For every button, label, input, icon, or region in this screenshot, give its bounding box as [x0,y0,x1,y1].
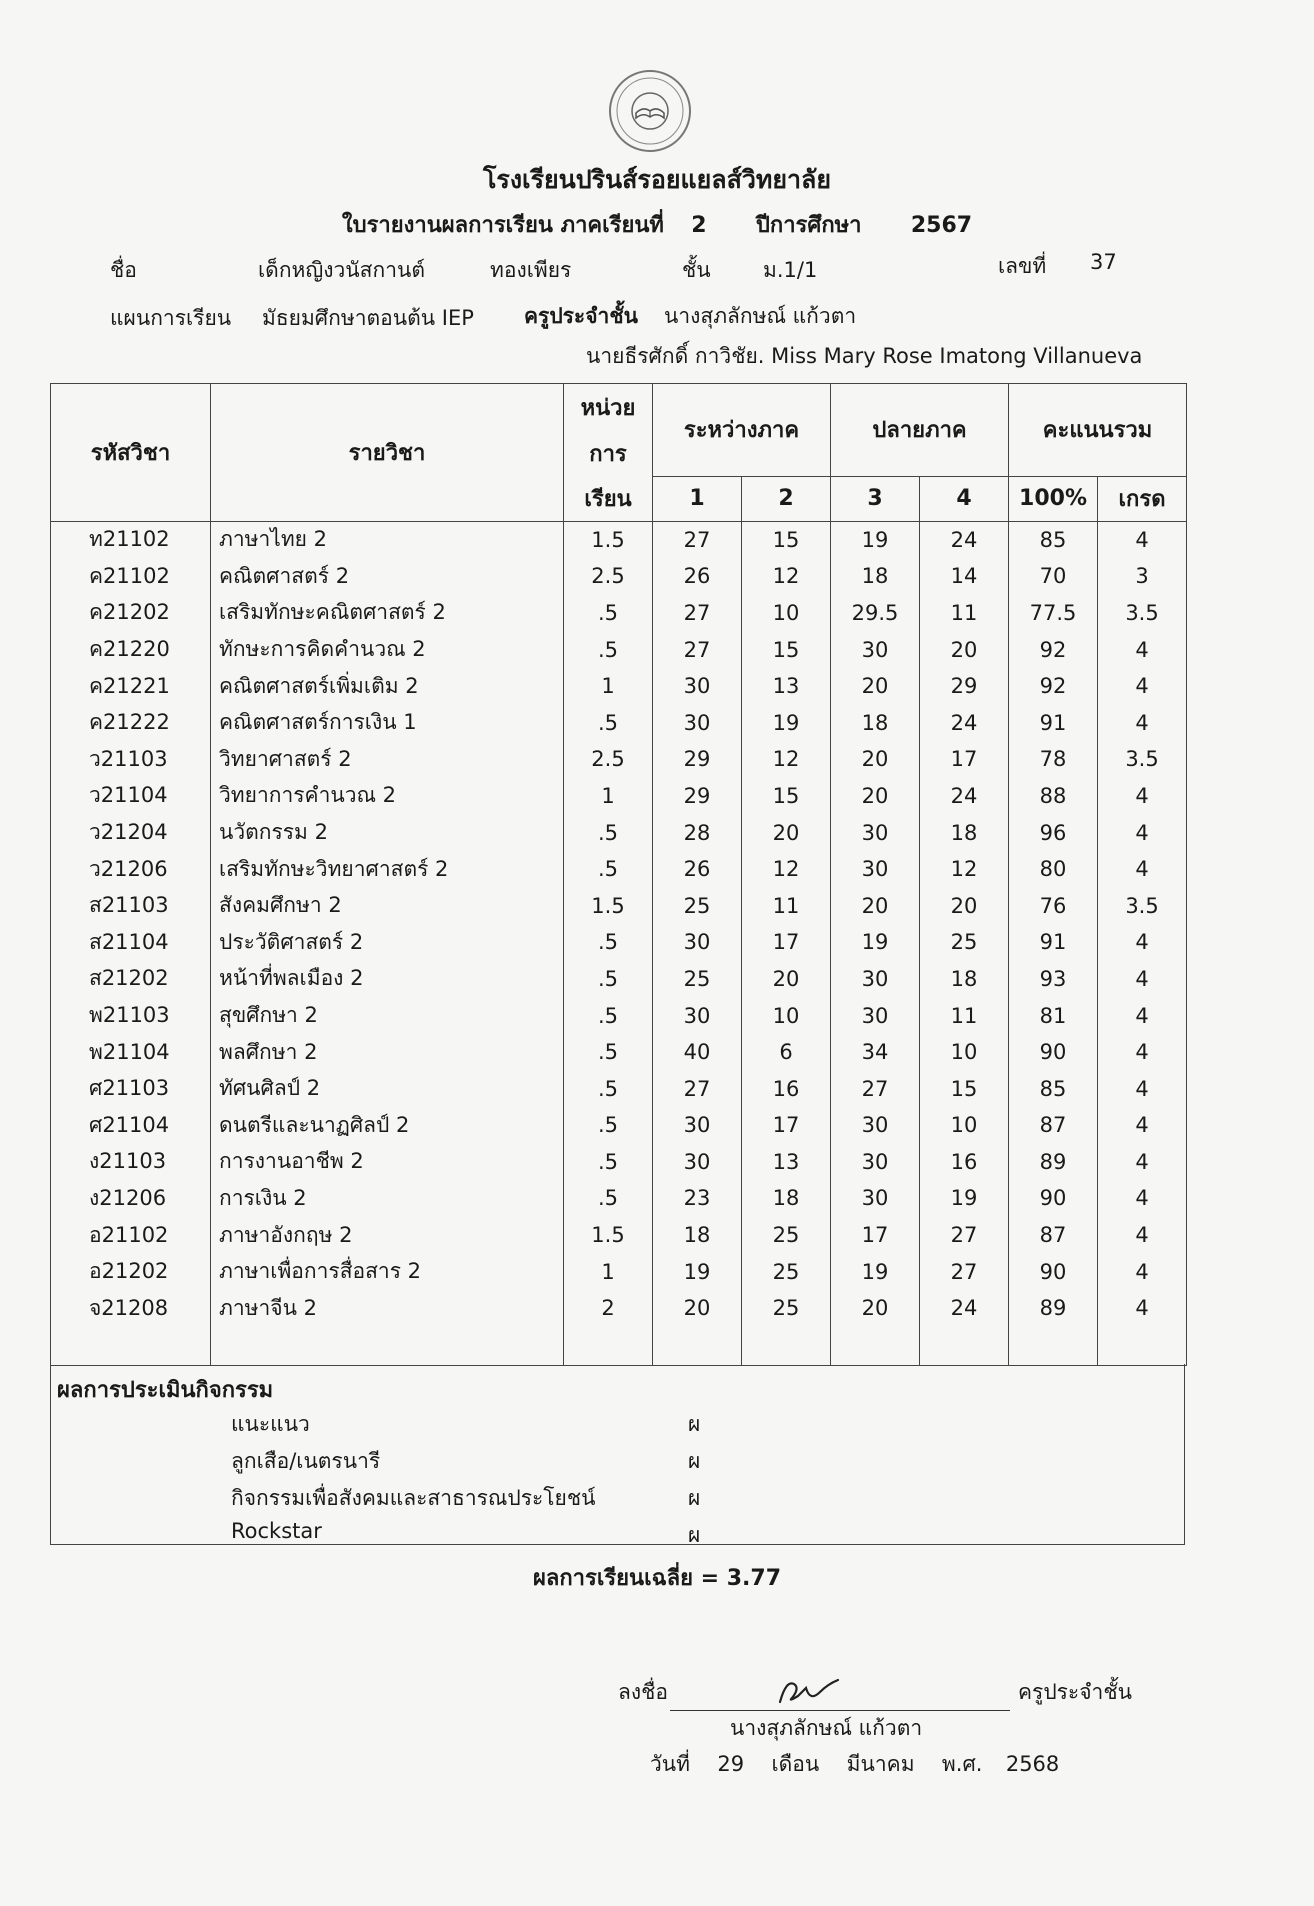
header-credit-line2: การ [564,430,653,476]
score-3: 30 [831,851,920,888]
grade-value: 4 [1098,1070,1187,1107]
program-label: แผนการเรียน [110,306,232,330]
score-3: 30 [831,961,920,998]
score-2: 25 [742,1217,831,1254]
subject-code: ง21103 [51,1144,211,1181]
grade-value: 4 [1098,1144,1187,1181]
table-spacer-row [51,1327,1187,1366]
score-2: 13 [742,668,831,705]
activity-result: ผ [688,1449,701,1473]
score-2: 10 [742,997,831,1034]
credit-units: 1.5 [564,887,653,924]
total-score: 93 [1009,961,1098,998]
signer-name: นางสุภลักษณ์ แก้วตา [730,1716,923,1740]
subject-name: ภาษาไทย 2 [211,521,564,558]
table-row [51,887,1187,924]
score-4: 10 [920,1034,1009,1071]
score-1: 30 [653,668,742,705]
grade-value: 4 [1098,521,1187,558]
score-2: 11 [742,887,831,924]
grade-value: 4 [1098,668,1187,705]
score-3: 18 [831,704,920,741]
score-2: 17 [742,1107,831,1144]
subject-code: พ21104 [51,1034,211,1071]
subject-code: จ21208 [51,1290,211,1327]
credit-units: 1.5 [564,521,653,558]
score-3: 30 [831,997,920,1034]
score-4: 20 [920,887,1009,924]
grade-value: 4 [1098,1107,1187,1144]
score-3: 20 [831,668,920,705]
table-row [51,1034,1187,1071]
empty-cell [1009,1327,1098,1366]
score-4: 19 [920,1180,1009,1217]
name-label: ชื่อ [110,258,137,282]
homeroom-teacher-label: ครูประจำชั้น [524,304,638,328]
empty-cell [1098,1327,1187,1366]
header-col-1: 1 [653,476,742,521]
subject-name: ภาษาเพื่อการสื่อสาร 2 [211,1253,564,1290]
signature-mark [772,1662,852,1712]
table-row [51,1180,1187,1217]
activities-section [50,1364,1185,1545]
score-4: 11 [920,997,1009,1034]
score-3: 30 [831,1180,920,1217]
grade-value: 4 [1098,851,1187,888]
header-code: รหัสวิชา [51,384,211,522]
school-seal-logo [605,66,695,156]
credit-units: 1 [564,778,653,815]
score-2: 20 [742,961,831,998]
table-row [51,997,1187,1034]
score-2: 12 [742,741,831,778]
table-row [51,741,1187,778]
empty-cell [564,1327,653,1366]
subject-name: ทัศนศิลป์ 2 [211,1070,564,1107]
date-line [650,1748,1059,1781]
score-3: 20 [831,887,920,924]
subject-code: ค21102 [51,558,211,595]
report-title-text: ใบรายงานผลการเรียน ภาคเรียนที่ [341,213,664,238]
table-row [51,814,1187,851]
credit-units: .5 [564,1144,653,1181]
total-score: 89 [1009,1144,1098,1181]
empty-cell [742,1327,831,1366]
subject-code: ค21202 [51,595,211,632]
score-4: 20 [920,631,1009,668]
subject-code: ส21202 [51,961,211,998]
header-col-4: 4 [920,476,1009,521]
score-4: 25 [920,924,1009,961]
table-row [51,1107,1187,1144]
credit-units: .5 [564,1107,653,1144]
credit-units: 1.5 [564,1217,653,1254]
score-3: 17 [831,1217,920,1254]
grade-value: 4 [1098,1217,1187,1254]
credit-units: .5 [564,1180,653,1217]
total-score: 91 [1009,924,1098,961]
empty-cell [920,1327,1009,1366]
grade-value: 4 [1098,1290,1187,1327]
total-score: 81 [1009,997,1098,1034]
score-2: 12 [742,558,831,595]
subject-name: คณิตศาสตร์การเงิน 1 [211,704,564,741]
grade-value: 4 [1098,631,1187,668]
score-1: 25 [653,887,742,924]
total-score: 76 [1009,887,1098,924]
header-final: ปลายภาค [831,384,1009,477]
student-last-name: ทองเพียร [490,258,572,282]
grade-value: 4 [1098,961,1187,998]
score-3: 20 [831,1290,920,1327]
co-teachers: นายธีรศักดิ์ กาวิชัย. Miss Mary Rose Imatong Villanueva [586,344,1143,368]
score-2: 19 [742,704,831,741]
grade-value: 4 [1098,1034,1187,1071]
score-3: 27 [831,1070,920,1107]
year-value: 2567 [910,213,973,238]
header-col-2: 2 [742,476,831,521]
empty-cell [51,1327,211,1366]
activity-name: Rockstar [231,1519,322,1543]
score-1: 27 [653,595,742,632]
subject-name: พลศึกษา 2 [211,1034,564,1071]
total-score: 87 [1009,1217,1098,1254]
score-3: 30 [831,631,920,668]
table-row [51,1290,1187,1327]
credit-units: .5 [564,704,653,741]
score-4: 27 [920,1253,1009,1290]
score-4: 12 [920,851,1009,888]
header-midterm: ระหว่างภาค [653,384,831,477]
score-3: 29.5 [831,595,920,632]
credit-units: .5 [564,1034,653,1071]
header-subject: รายวิชา [211,384,564,522]
score-1: 27 [653,631,742,668]
credit-units: 2.5 [564,741,653,778]
program-value: มัธยมศึกษาตอนต้น IEP [262,306,474,330]
subject-code: ศ21103 [51,1070,211,1107]
header-col-3: 3 [831,476,920,521]
semester-value: 2 [691,213,707,238]
subject-code: ว21204 [51,814,211,851]
subject-code: ค21222 [51,704,211,741]
grade-value: 3.5 [1098,741,1187,778]
total-score: 90 [1009,1034,1098,1071]
total-score: 70 [1009,558,1098,595]
grades-body [51,521,1187,1365]
year-label: ปีการศึกษา [755,213,862,238]
total-score: 88 [1009,778,1098,815]
date-month-label: เดือน [771,1752,820,1776]
score-1: 28 [653,814,742,851]
credit-units: .5 [564,1070,653,1107]
table-row [51,778,1187,815]
subject-code: ว21103 [51,741,211,778]
activity-name: แนะแนว [231,1412,310,1436]
signer-role: ครูประจำชั้น [1018,1680,1132,1704]
subject-code: อ21202 [51,1253,211,1290]
empty-cell [831,1327,920,1366]
class-label: ชั้น [682,258,711,282]
subject-code: ค21221 [51,668,211,705]
total-score: 92 [1009,631,1098,668]
number-label: เลขที่ [998,254,1047,278]
score-2: 17 [742,924,831,961]
score-1: 20 [653,1290,742,1327]
score-2: 12 [742,851,831,888]
score-1: 23 [653,1180,742,1217]
report-title [0,207,1314,242]
score-1: 40 [653,1034,742,1071]
score-3: 18 [831,558,920,595]
score-2: 6 [742,1034,831,1071]
credit-units: 2.5 [564,558,653,595]
grade-value: 4 [1098,1253,1187,1290]
score-1: 30 [653,1144,742,1181]
grade-value: 4 [1098,704,1187,741]
score-3: 30 [831,814,920,851]
activity-name: ลูกเสือ/เนตรนารี [231,1449,381,1473]
total-score: 78 [1009,741,1098,778]
subject-code: ง21206 [51,1180,211,1217]
credit-units: .5 [564,924,653,961]
score-2: 15 [742,521,831,558]
score-4: 15 [920,1070,1009,1107]
header-total: คะแนนรวม [1009,384,1187,477]
score-1: 27 [653,521,742,558]
table-row [51,704,1187,741]
empty-cell [211,1327,564,1366]
subject-code: ส21104 [51,924,211,961]
subject-code: ว21206 [51,851,211,888]
table-row [51,1253,1187,1290]
score-3: 20 [831,741,920,778]
subject-name: การเงิน 2 [211,1180,564,1217]
score-1: 26 [653,558,742,595]
date-day-label: วันที่ [650,1752,690,1776]
subject-name: หน้าที่พลเมือง 2 [211,961,564,998]
score-4: 10 [920,1107,1009,1144]
score-4: 24 [920,778,1009,815]
table-row [51,851,1187,888]
activity-name: กิจกรรมเพื่อสังคมและสาธารณประโยชน์ [231,1486,596,1510]
score-3: 19 [831,1253,920,1290]
student-first-name: เด็กหญิงวนัสกานต์ [258,258,425,282]
score-1: 30 [653,924,742,961]
subject-name: สังคมศึกษา 2 [211,887,564,924]
score-4: 18 [920,814,1009,851]
grade-value: 4 [1098,924,1187,961]
subject-name: วิทยาศาสตร์ 2 [211,741,564,778]
subject-code: ว21104 [51,778,211,815]
score-1: 27 [653,1070,742,1107]
table-row [51,521,1187,558]
homeroom-teacher-name: นางสุภลักษณ์ แก้วตา [664,304,857,328]
score-2: 15 [742,631,831,668]
activity-result: ผ [688,1412,701,1436]
score-2: 15 [742,778,831,815]
credit-units: 1 [564,668,653,705]
subject-code: ท21102 [51,521,211,558]
grade-value: 4 [1098,1180,1187,1217]
credit-units: .5 [564,997,653,1034]
score-1: 29 [653,741,742,778]
subject-name: ประวัติศาสตร์ 2 [211,924,564,961]
score-1: 26 [653,851,742,888]
credit-units: 1 [564,1253,653,1290]
score-3: 34 [831,1034,920,1071]
score-4: 17 [920,741,1009,778]
credit-units: .5 [564,961,653,998]
score-3: 19 [831,924,920,961]
total-score: 80 [1009,851,1098,888]
header-credit-line3: เรียน [564,476,653,521]
grade-value: 3 [1098,558,1187,595]
empty-cell [653,1327,742,1366]
table-row [51,1144,1187,1181]
table-row [51,595,1187,632]
sign-label: ลงชื่อ [618,1680,668,1704]
subject-name: ทักษะการคิดคำนวณ 2 [211,631,564,668]
score-1: 30 [653,1107,742,1144]
date-year-label: พ.ศ. [941,1752,983,1776]
score-4: 11 [920,595,1009,632]
subject-code: ค21220 [51,631,211,668]
grades-table [50,383,1187,1366]
score-4: 14 [920,558,1009,595]
subject-code: ส21103 [51,887,211,924]
score-4: 16 [920,1144,1009,1181]
activity-result: ผ [688,1523,701,1547]
activity-result: ผ [688,1486,701,1510]
table-row [51,1070,1187,1107]
subject-code: พ21103 [51,997,211,1034]
score-4: 24 [920,521,1009,558]
table-row [51,668,1187,705]
score-1: 18 [653,1217,742,1254]
activities-title: ผลการประเมินกิจกรรม [57,1378,274,1403]
score-1: 29 [653,778,742,815]
score-2: 20 [742,814,831,851]
score-3: 30 [831,1144,920,1181]
grade-value: 4 [1098,997,1187,1034]
subject-name: คณิตศาสตร์เพิ่มเติม 2 [211,668,564,705]
total-score: 85 [1009,1070,1098,1107]
total-score: 96 [1009,814,1098,851]
subject-name: วิทยาการคำนวณ 2 [211,778,564,815]
score-1: 25 [653,961,742,998]
score-2: 13 [742,1144,831,1181]
grade-value: 4 [1098,814,1187,851]
total-score: 91 [1009,704,1098,741]
school-name: โรงเรียนปรินส์รอยแยลส์วิทยาลัย [482,165,832,194]
date-year: 2568 [1005,1752,1060,1776]
subject-code: อ21102 [51,1217,211,1254]
score-1: 30 [653,997,742,1034]
table-row [51,558,1187,595]
date-day: 29 [717,1752,745,1776]
score-2: 25 [742,1290,831,1327]
score-4: 18 [920,961,1009,998]
subject-name: เสริมทักษะคณิตศาสตร์ 2 [211,595,564,632]
total-score: 89 [1009,1290,1098,1327]
score-4: 24 [920,704,1009,741]
gpa-summary: ผลการเรียนเฉลี่ย = 3.77 [532,1566,782,1591]
table-row [51,961,1187,998]
total-score: 85 [1009,521,1098,558]
subject-name: เสริมทักษะวิทยาศาสตร์ 2 [211,851,564,888]
date-month: มีนาคม [846,1752,915,1776]
total-score: 92 [1009,668,1098,705]
subject-name: นวัตกรรม 2 [211,814,564,851]
total-score: 90 [1009,1180,1098,1217]
score-2: 25 [742,1253,831,1290]
header-grade: เกรด [1098,476,1187,521]
subject-code: ศ21104 [51,1107,211,1144]
subject-name: ภาษาจีน 2 [211,1290,564,1327]
subject-name: คณิตศาสตร์ 2 [211,558,564,595]
credit-units: 2 [564,1290,653,1327]
credit-units: .5 [564,851,653,888]
credit-units: .5 [564,595,653,632]
subject-name: ภาษาอังกฤษ 2 [211,1217,564,1254]
subject-name: การงานอาชีพ 2 [211,1144,564,1181]
score-3: 19 [831,521,920,558]
header-credit-line1: หน่วย [564,384,653,431]
score-3: 20 [831,778,920,815]
table-row [51,924,1187,961]
total-score: 90 [1009,1253,1098,1290]
score-4: 29 [920,668,1009,705]
credit-units: .5 [564,814,653,851]
subject-name: สุขศึกษา 2 [211,997,564,1034]
score-3: 30 [831,1107,920,1144]
grade-value: 3.5 [1098,595,1187,632]
credit-units: .5 [564,631,653,668]
score-2: 10 [742,595,831,632]
table-row [51,631,1187,668]
score-2: 18 [742,1180,831,1217]
class-value: ม.1/1 [763,258,818,282]
table-row [51,1217,1187,1254]
number-value: 37 [1090,250,1117,274]
grade-value: 3.5 [1098,887,1187,924]
total-score: 77.5 [1009,595,1098,632]
grade-value: 4 [1098,778,1187,815]
score-4: 24 [920,1290,1009,1327]
score-4: 27 [920,1217,1009,1254]
header-percent: 100% [1009,476,1098,521]
total-score: 87 [1009,1107,1098,1144]
score-2: 16 [742,1070,831,1107]
score-1: 19 [653,1253,742,1290]
score-1: 30 [653,704,742,741]
subject-name: ดนตรีและนาฏศิลป์ 2 [211,1107,564,1144]
